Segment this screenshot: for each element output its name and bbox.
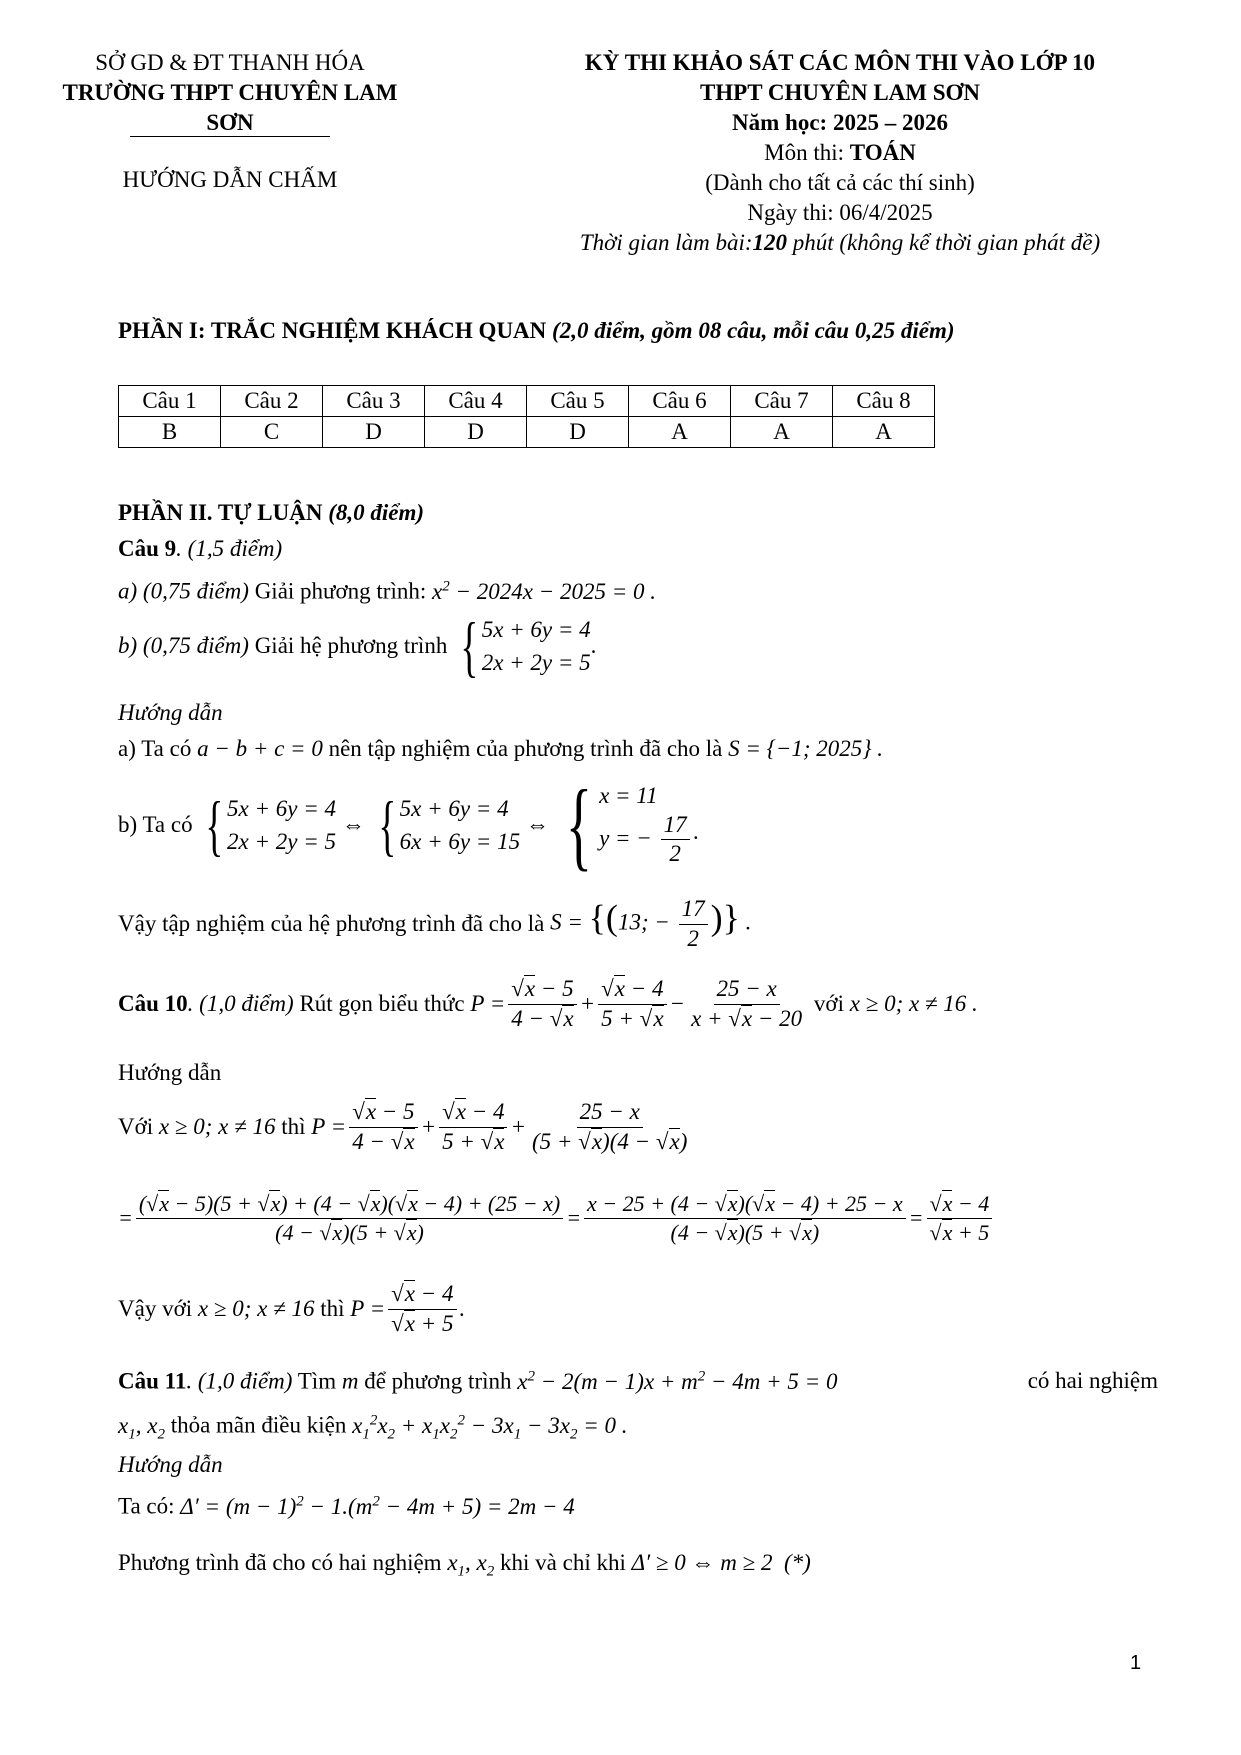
q11-solution-step2	[118, 1550, 811, 1581]
q9b-statement: b) (0,75 điểm) Giải hệ phương trình { 5x + 6y = 4 2x + 2y = 5 .	[118, 608, 597, 684]
q11-text3: có hai nghiệm	[1027, 1368, 1158, 1393]
math-expression: S = {(13; − $\frac{17}{2}$ )} .	[550, 896, 752, 951]
q9b-points: b) (0,75 điểm)	[118, 633, 249, 658]
department-name: SỞ GD & ĐT THANH HÓA	[95, 50, 365, 75]
q9a-text: Giải phương trình:	[248, 578, 432, 604]
q9a-sol-text2: nên tập nghiệm của phương trình đã cho là	[322, 736, 729, 761]
q9-conclusion-text: Vậy tập nghiệm của hệ phương trình đã cho là	[118, 911, 551, 937]
question-cell: Câu 4	[425, 386, 527, 417]
q11-text2: để phương trình	[358, 1368, 518, 1394]
q11-guide-label: Hướng dẫn	[118, 1452, 223, 1477]
part1-title	[118, 318, 955, 344]
equation-system: { x = 11 y = − $\frac{17}{2}$ ·	[565, 769, 699, 880]
q9b-text: Giải hệ phương trình	[248, 633, 454, 658]
q10-conclusion	[118, 1280, 465, 1339]
answer-cell: A	[731, 417, 833, 448]
part1-title-note: (2,0 điểm, gồm 08 câu, mỗi câu 0,25 điểm)	[552, 318, 955, 343]
math-expression: $\Delta' = (m - 1)^2 - 1.(m^2 - 4m + 5) = 2m - 4$	[180, 1493, 575, 1519]
q9a-sol-text1: a) Ta có	[118, 736, 198, 761]
q10-conclusion-text: Vậy với	[118, 1296, 198, 1322]
part1-title-main: PHẦN I: TRẮC NGHIỆM KHÁCH QUAN	[118, 318, 553, 343]
math-expression: (*)	[784, 1550, 811, 1575]
q11-solution-step1	[118, 1493, 575, 1520]
answer-cell: A	[833, 417, 935, 448]
q9-label: Câu 9	[118, 536, 177, 561]
q10-guide-label: Hướng dẫn	[118, 1060, 222, 1085]
question-cell: Câu 8	[833, 386, 935, 417]
part2-title-note: (8,0 điểm)	[328, 500, 425, 525]
q11-sol2-text: Phương trình đã cho có hai nghiệm	[118, 1550, 448, 1575]
exam-date: Ngày thi: 06/4/2025	[747, 200, 933, 225]
answer-cell: B	[119, 417, 221, 448]
q11-statement-line1	[118, 1368, 1158, 1395]
q10-solution-step1	[118, 1098, 693, 1157]
subject-line	[520, 138, 1160, 168]
q9-points: . (1,5 điểm)	[176, 536, 283, 561]
header-right	[520, 48, 1160, 258]
q9b-solution	[118, 769, 699, 880]
q11-sol2b-text: khi và chỉ khi	[494, 1550, 632, 1575]
answer-cell: D	[425, 417, 527, 448]
math-expression: $x_1$, $x_2$	[118, 1412, 165, 1443]
q10-text: Rút gọn biểu thức	[293, 991, 471, 1017]
question-cell: Câu 3	[323, 386, 425, 417]
q10-then-text: thì	[314, 1296, 351, 1322]
q10-then-text: thì	[275, 1114, 312, 1140]
exam-school: THPT CHUYÊN LAM SƠN	[699, 80, 981, 105]
question-cell: Câu 5	[527, 386, 629, 417]
q9-heading	[118, 536, 282, 562]
time-prefix: Thời gian làm bài:	[579, 230, 753, 255]
math-expression: $x^2 - 2024x - 2025 = 0$ .	[432, 578, 656, 604]
q9a-solution	[118, 736, 883, 762]
q9-guide-label: Hướng dẫn	[118, 700, 223, 725]
math-expression: x ≥ 0; x ≠ 16 .	[849, 991, 978, 1017]
question-cell: Câu 7	[731, 386, 833, 417]
q11-label: Câu 11	[118, 1368, 187, 1394]
answer-cell: C	[221, 417, 323, 448]
q9-conclusion	[118, 895, 751, 954]
equivalence-symbol: ⇔	[526, 812, 550, 837]
exam-title: KỲ THI KHẢO SÁT CÁC MÔN THI VÀO LỚP 10	[584, 50, 1096, 75]
q10-label: Câu 10	[118, 991, 188, 1017]
doc-type: HƯỚNG DẪN CHẤM	[122, 167, 338, 192]
q11-statement-line2	[118, 1412, 627, 1443]
subject-name: TOÁN	[849, 140, 916, 165]
math-expression: Δ′ ≥ 0 ⇔ m ≥ 2	[631, 1550, 773, 1575]
q9b-sol-text: b) Ta có	[118, 812, 199, 837]
question-cell: Câu 1	[119, 386, 221, 417]
part2-title-main: PHẦN II. TỰ LUẬN	[118, 500, 329, 525]
math-expression: $x_1$, $x_2$	[447, 1550, 495, 1580]
q9a-statement	[118, 578, 656, 605]
audience: (Dành cho tất cả các thí sinh)	[705, 170, 975, 195]
math-expression: S = {−1; 2025} .	[728, 736, 883, 761]
school-name: TRƯỜNG THPT CHUYÊN LAM SƠN	[62, 80, 398, 135]
answer-table-answer-row	[119, 417, 935, 448]
equivalence-symbol: ⇔	[341, 812, 365, 837]
q10-cond-text: với	[808, 991, 850, 1017]
answer-table	[118, 385, 935, 448]
q10-statement	[118, 975, 978, 1034]
math-expression: P = $\frac{√x - 5}{4 - √x}$ + $\frac{√x - 4}{5 + √x}$ + $\frac{25 - x}{(5 + √x)(4 - √x)}$	[311, 1099, 688, 1154]
math-variable: m	[341, 1368, 359, 1394]
page-number: 1	[1130, 1652, 1142, 1674]
exam-time	[520, 228, 1160, 258]
q11-text1: Tìm	[292, 1368, 342, 1394]
answer-cell: D	[323, 417, 425, 448]
equation-system: { 5x + 6y = 4 2x + 2y = 5	[205, 787, 336, 863]
math-expression: P = $\frac{√x - 4}{√x + 5}$ .	[350, 1281, 466, 1336]
header-left	[60, 48, 400, 195]
math-expression: a − b + c = 0	[197, 736, 323, 761]
equation-system: { 5x + 6y = 4 6x + 6y = 15	[378, 787, 521, 863]
math-expression: x ≥ 0; x ≠ 16	[158, 1114, 276, 1140]
time-value: 120	[752, 230, 787, 255]
answer-cell: A	[629, 417, 731, 448]
q11-points: . (1,0 điểm)	[186, 1368, 293, 1394]
q11-text4: thỏa mãn điều kiện	[164, 1412, 353, 1438]
math-expression: x ≥ 0; x ≠ 16	[197, 1296, 315, 1322]
answer-table-header-row	[119, 386, 935, 417]
question-cell: Câu 2	[221, 386, 323, 417]
question-cell: Câu 6	[629, 386, 731, 417]
time-suffix: phút (không kể thời gian phát đề)	[787, 230, 1101, 255]
school-year: Năm học: 2025 – 2026	[732, 110, 948, 135]
math-expression: $x_1^2x_2 + x_1x_2^2 - 3x_1 - 3x_2 = 0$ .	[352, 1412, 628, 1443]
q10-solution-step2: = $\frac{(√x - 5)(5 + √x) + (4 - √x)(√x - 4) + (25 - x)}{(4 - √x)(5 + √x)}$ = $\frac{x - 25 + (4 - √x)(√x - 4) + 25 - x}{(4 - √x)(5 + √x)}$ = $\frac{√x - 4}{√x + 5}$	[118, 1190, 995, 1246]
subject-prefix: Môn thi:	[764, 140, 850, 165]
q11-sol1-text: Ta có:	[118, 1493, 181, 1519]
answer-cell: D	[527, 417, 629, 448]
math-expression: $x^2 - 2(m - 1)x + m^2 - 4m + 5 = 0$	[517, 1368, 838, 1394]
q10-with-text: Với	[118, 1114, 159, 1140]
equation-system: { 5x + 6y = 4 2x + 2y = 5	[460, 608, 591, 684]
part2-title	[118, 500, 424, 526]
q9a-points: a) (0,75 điểm)	[118, 578, 249, 604]
math-expression: P = $\frac{√x - 5}{4 - √x}$ + $\frac{√x - 4}{5 + √x}$ − $\frac{25 - x}{x + √x - 20}$	[470, 976, 803, 1031]
q10-points: . (1,0 điểm)	[187, 991, 294, 1017]
